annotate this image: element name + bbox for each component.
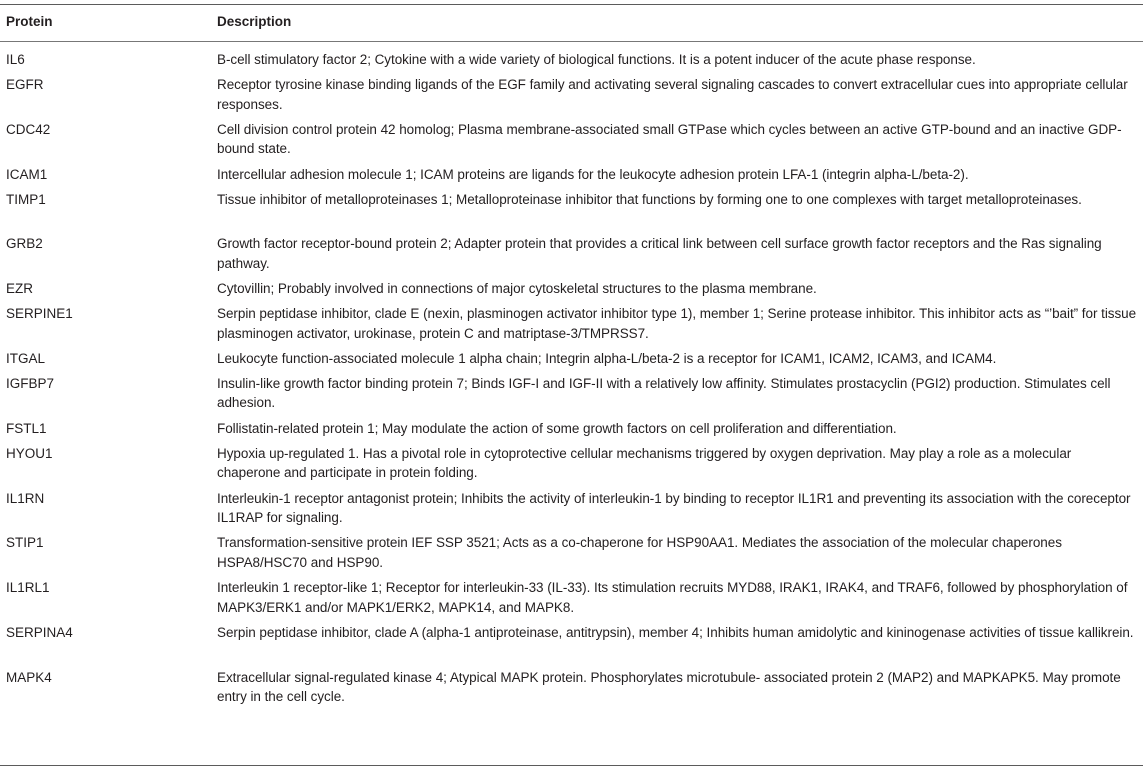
description-cell: Serpin peptidase inhibitor, clade A (alpha-1 antiproteinase, antitrypsin), member 4; Inhibits human amidolytic and kininogenase activities of tissue kallikrein. <box>217 624 1134 640</box>
description-cell: Leukocyte function-associated molecule 1 alpha chain; Integrin alpha-L/beta-2 is a receptor for ICAM1, ICAM2, ICAM3, and ICAM4. <box>217 350 997 366</box>
description-cell: Intercellular adhesion molecule 1; ICAM proteins are ligands for the leukocyte adhesion protein LFA-1 (integrin alpha-L/beta-2). <box>217 166 969 182</box>
protein-cell: HYOU1 <box>6 445 53 461</box>
protein-cell: IL1RL1 <box>6 580 50 596</box>
protein-cell: ICAM1 <box>6 166 48 182</box>
table-row <box>0 668 1143 713</box>
protein-cell: TIMP1 <box>6 191 46 207</box>
table-row <box>0 304 1143 349</box>
protein-cell: STIP1 <box>6 535 44 551</box>
header-protein: Protein <box>6 14 53 29</box>
protein-cell: EZR <box>6 281 33 297</box>
table-row <box>0 349 1143 374</box>
table-row <box>0 578 1143 623</box>
table-row <box>0 489 1143 534</box>
protein-cell: IL6 <box>6 52 25 67</box>
table-row <box>0 623 1143 668</box>
table-row <box>0 279 1143 304</box>
protein-cell: GRB2 <box>6 236 43 252</box>
description-cell: Transformation-sensitive protein IEF SSP 3521; Acts as a co-chaperone for HSP90AA1. Mediates the association of the molecular chaperones HSPA8/HSC70 and HSP90. <box>217 535 1062 570</box>
protein-cell: ITGAL <box>6 350 46 366</box>
protein-cell: IL1RN <box>6 490 45 506</box>
description-cell: Growth factor receptor-bound protein 2; Adapter protein that provides a critical link between cell surface growth factor receptors and the Ras signaling pathway. <box>217 236 1102 271</box>
description-cell: B-cell stimulatory factor 2; Cytokine with a wide variety of biological functions. It is a potent inducer of the acute phase response. <box>217 52 976 67</box>
table-row <box>0 374 1143 419</box>
table-bottom-rule <box>0 765 1143 766</box>
table-row <box>0 75 1143 120</box>
table-row <box>0 444 1143 489</box>
description-cell: Interleukin-1 receptor antagonist protein; Inhibits the activity of interleukin-1 by binding to receptor IL1R1 and preventing its association with the coreceptor IL1RAP for signaling. <box>217 490 1131 526</box>
description-cell: Tissue inhibitor of metalloproteinases 1; Metalloproteinase inhibitor that functions by forming one to one complexes with target metalloproteinases. <box>217 191 1082 207</box>
description-cell: Follistatin-related protein 1; May modulate the action of some growth factors on cell proliferation and differentiation. <box>217 420 897 436</box>
table-row <box>0 234 1143 279</box>
table-row <box>0 190 1143 235</box>
description-cell: Interleukin 1 receptor-like 1; Receptor for interleukin-33 (IL-33). Its stimulation recruits MYD88, IRAK1, IRAK4, and TRAF6, followed by phosphorylation of MAPK3/ERK1 and/or MAPK1/ERK2, MAPK14, and MAPK8. <box>217 580 1128 615</box>
table-header-rule <box>0 41 1143 42</box>
protein-cell: CDC42 <box>6 121 51 137</box>
description-cell: Hypoxia up-regulated 1. Has a pivotal role in cytoprotective cellular mechanisms triggered by oxygen deprivation. May play a role as a molecular chaperone and participate in protein folding. <box>217 445 1072 481</box>
protein-cell: EGFR <box>6 77 44 92</box>
table-body <box>0 50 1143 713</box>
protein-cell: FSTL1 <box>6 420 47 436</box>
description-cell: Extracellular signal-regulated kinase 4; Atypical MAPK protein. Phosphorylates microtubule- associated protein 2 (MAP2) and MAPKAPK5. May promote entry in the cell cycle. <box>217 669 1121 705</box>
protein-cell: SERPINE1 <box>6 306 73 322</box>
table-header-row <box>0 4 1143 41</box>
table-row <box>0 165 1143 190</box>
protein-cell: MAPK4 <box>6 669 52 685</box>
protein-cell: IGFBP7 <box>6 375 55 391</box>
description-cell: Cell division control protein 42 homolog; Plasma membrane-associated small GTPase which cycles between an active GTP-bound and an inactive GDP-bound state. <box>217 121 1122 157</box>
table-row <box>0 533 1143 578</box>
table-row <box>0 120 1143 165</box>
description-cell: Receptor tyrosine kinase binding ligands of the EGF family and activating several signaling cascades to convert extracellular cues into appropriate cellular responses. <box>217 77 1128 112</box>
table-row <box>0 419 1143 444</box>
description-cell: Cytovillin; Probably involved in connections of major cytoskeletal structures to the plasma membrane. <box>217 281 817 297</box>
table-row <box>0 50 1143 75</box>
description-cell: Insulin-like growth factor binding protein 7; Binds IGF-I and IGF-II with a relatively low affinity. Stimulates prostacyclin (PGI2) production. Stimulates cell adhesion. <box>217 375 1111 411</box>
header-description: Description <box>217 14 292 29</box>
description-cell: Serpin peptidase inhibitor, clade E (nexin, plasminogen activator inhibitor type 1), member 1; Serine protease inhibitor. This inhibitor acts as “’bait” for tissue plasminogen activator, urokinase, protein C and matriptase-3/TMPRSS7. <box>217 306 1137 341</box>
protein-cell: SERPINA4 <box>6 624 73 640</box>
